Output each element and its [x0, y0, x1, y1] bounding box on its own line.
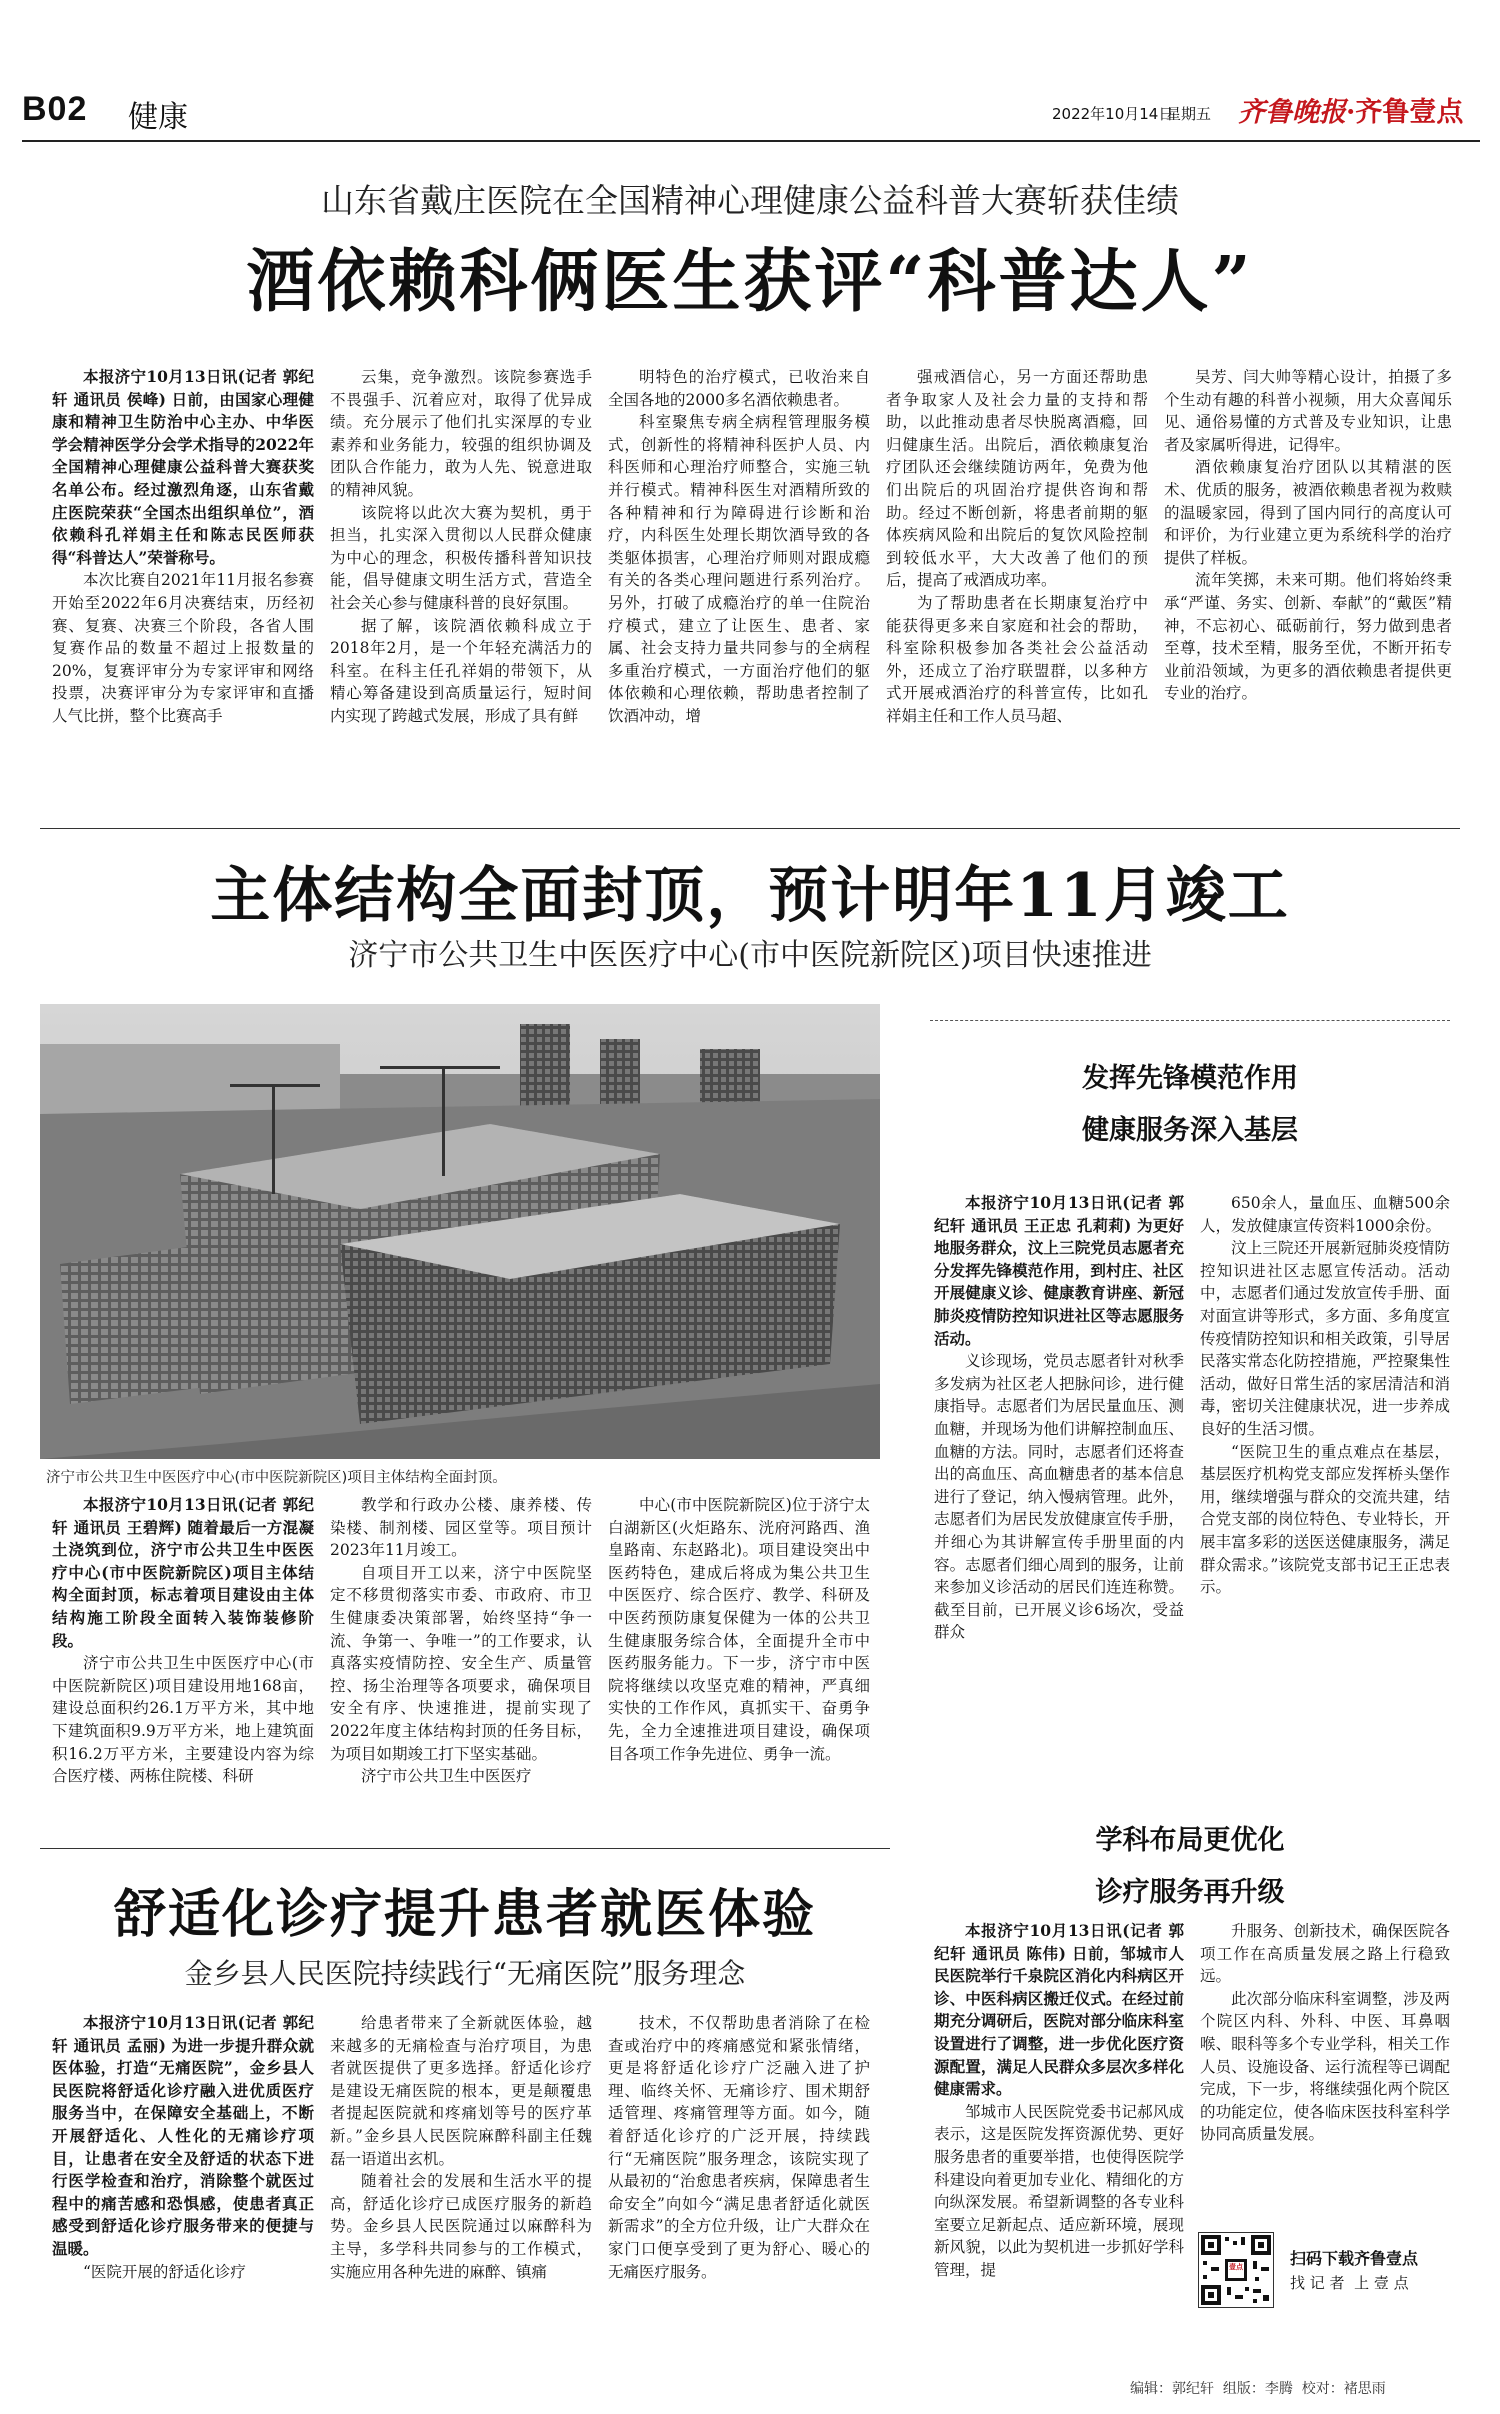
masthead [0, 0, 1500, 150]
article4-column-1 [52, 2012, 314, 2364]
issue-weekday: 星期五 [1166, 105, 1212, 123]
article5-column-1 [934, 1920, 1184, 2362]
qr-code[interactable] [1198, 2232, 1274, 2308]
article1-column-5 [1164, 366, 1452, 812]
article5-headline-line1: 学科布局更优化 [1095, 1825, 1285, 1856]
article3-headline-line2: 健康服务深入基层 [1082, 1115, 1298, 1146]
qr-logo: 壹点 [1229, 2263, 1243, 2271]
paragraph: 吴芳、闫大帅等精心设计，拍摄了多个生动有趣的科普小视频，用大众喜闻乐见、通俗易懂的方式普及专业知识，让患者及家属听得进，记得牢。 [1164, 368, 1452, 454]
paragraph: 技术，不仅帮助患者消除了在检查或治疗中的疼痛感觉和紧张情绪，更是将舒适化诊疗广泛融入进了护理、临终关怀、无痛诊疗、围术期舒适管理、疼痛管理等方面。如今，随着舒适化诊疗的广泛开展，持续践行“无痛医院”服务理念，该院实现了从最初的“治愈患者疾病，保障患者生命安全”向如今“满足患者舒适化就医新需求”的全方位升级，让广大群众在家门口便享受到了更为舒心、暖心的无痛医疗服务。 [608, 2014, 870, 2281]
qr-line1: 扫码下载齐鲁壹点 [1290, 2249, 1419, 2268]
paragraph: “医院卫生的重点难点在基层，基层医疗机构党支部应发挥桥头堡作用，继续增强与群众的交流共建，结合党支部的岗位特色、专业特长，开展丰富多彩的送医送健康服务，满足群众需求。”该院党支部书记王正忠表示。 [1200, 1442, 1450, 1597]
paragraph: 酒依赖康复治疗团队以其精湛的医术、优质的服务，被酒依赖患者视为救赎的温暖家园，得到了国内同行的高度认可和评价，为行业建立更为系统科学的治疗提供了样板。 [1164, 458, 1452, 567]
footer-credits: 编辑：郭纪轩 组版：李腾 校对：褚思雨 [1130, 2381, 1386, 2397]
paragraph: 本报济宁10月13日讯(记者 郭纪轩 通讯员 陈伟) 日前，邹城市人民医院举行千泉院区消化内科病区开诊、中医科病区搬迁仪式。在经过前期充分调研后，医院对部分临床科室设置进行了调整，进一步优化医疗资源配置，满足人民群众多层次多样化健康需求。 [934, 1921, 1184, 2099]
article4-headline: 舒适化诊疗提升患者就医体验 [113, 1884, 816, 1945]
brand-main: 齐鲁晚报 [1238, 97, 1346, 128]
article4-column-3 [608, 2012, 870, 2364]
article5-column-2 [1200, 1920, 1450, 2190]
article1-column-4 [886, 366, 1148, 812]
sidebar-top-rule [930, 1020, 1450, 1021]
paragraph: 本报济宁10月13日讯(记者 郭纪轩 通讯员 王正忠 孔莉莉) 为更好地服务群众，汶上三院党员志愿者充分发挥先锋模范作用，到村庄、社区开展健康义诊、健康教育讲座、新冠肺炎疫情防控知识进社区等志愿服务活动。 [934, 1193, 1184, 1348]
paragraph: 流年笑掷，未来可期。他们将始终秉承“严谨、务实、创新、奉献”的“戴医”精神，不忘初心、砥砺前行，努力做到患者至尊，技术至精，服务至优，不断开拓专业前沿领域，为更多的酒依赖患者提供更专业的治疗。 [1164, 571, 1452, 703]
paragraph: 义诊现场，党员志愿者针对秋季多发病为社区老人把脉问诊，进行健康指导。志愿者们为居民量血压、测血糖，并现场为他们讲解控制血压、血糖的方法。同时，志愿者们还将查出的高血压、高血糖患者的基本信息进行了登记，纳入慢病管理。此外，志愿者们为居民发放健康宣传手册，并细心为其讲解宣传手册里面的内容。志愿者们细心周到的服务，让前来参加义诊活动的居民们连连称赞。截至目前，已开展义诊6场次，受益群众 [934, 1352, 1184, 1642]
paragraph: 为了帮助患者在长期康复治疗中能获得更多来自家庭和社会的帮助，科室除积极参加各类社会公益活动外，还成立了治疗联盟群，以多种方式开展戒酒治疗的科普宣传，比如孔祥娟主任和工作人员马超、 [886, 593, 1148, 725]
section-divider [40, 1848, 890, 1849]
paragraph: 本报济宁10月13日讯(记者 郭纪轩 通讯员 孟丽) 为进一步提升群众就医体验，打造“无痛医院”，金乡县人民医院将舒适化诊疗融入进优质医疗服务当中，在保障安全基础上，不断开展舒适化、人性化的无痛诊疗项目，让患者在安全及舒适的状态下进行医学检查和治疗，消除整个就医过程中的痛苦感和恐惧感，使患者真正感受到舒适化诊疗服务带来的便捷与温暖。 [52, 2013, 314, 2258]
article1-column-2 [330, 366, 592, 812]
masthead-rule [22, 140, 1480, 142]
article5-headline-line2: 诊疗服务再升级 [1095, 1877, 1285, 1908]
paragraph: 科室聚焦专病全病程管理服务模式，创新性的将精神科医护人员、内科医师和心理治疗师整合，实施三轨并行模式。精神科医生对酒精所致的各种精神和行为障碍进行诊断和治疗，内科医生处理长期饮酒导致的各类躯体损害，心理治疗师则对跟成瘾有关的各类心理问题进行系列治疗。另外，打破了成瘾治疗的单一住院治疗模式，建立了让医生、患者、家属、社会支持力量共同参与的全病程多重治疗模式，一方面治疗他们的躯体依赖和心理依赖，帮助患者控制了饮酒冲动，增 [608, 413, 870, 725]
paragraph: 本次比赛自2021年11月报名参赛开始至2022年6月决赛结束，历经初赛、复赛、决赛三个阶段，各省人围复赛作品的数量不超过上报数量的20%，复赛评审分为专家评审和网络投票，决赛评审分为专家评审和直播人气比拼，整个比赛高手 [52, 571, 314, 725]
paragraph: 自项目开工以来，济宁中医院坚定不移贯彻落实市委、市政府、市卫生健康委决策部署，始终坚持“争一流、争第一、争唯一”的工作要求，认真落实疫情防控、安全生产、质量管控、扬尘治理等各项要求，确保项目安全有序、快速推进，提前实现了2022年度主体结构封顶的任务目标，为项目如期竣工打下坚实基础。 [330, 1563, 592, 1763]
article2-column-3 [608, 1494, 870, 1830]
paragraph: 济宁市公共卫生中医医疗中心(市中医院新院区)项目建设用地168亩，建设总面积约26.1万平方米，其中地下建筑面积9.9万平方米，地上建筑面积16.2万平方米，主要建设内容为综合医疗楼、两栋住院楼、科研 [52, 1654, 314, 1786]
section-divider [40, 828, 1460, 829]
brand-logo [1238, 90, 1463, 129]
paragraph: 升服务、创新技术，确保医院各项工作在高质量发展之路上行稳致远。 [1200, 1922, 1450, 1986]
paragraph: 强戒酒信心，另一方面还帮助患者争取家人及社会力量的支持和帮助，以此推动患者尽快脱离酒瘾，回归健康生活。出院后，酒依赖康复治疗团队还会继续随访两年，免费为他们出院后的巩固治疗提供咨询和帮助。经过不断创新，将患者前期的躯体疾病风险和出院后的复饮风险控制到较低水平，大大改善了他们的预后，提高了戒酒成功率。 [886, 368, 1148, 590]
article3-column-1 [934, 1192, 1184, 1768]
brand-sub: ·齐鲁壹点 [1346, 97, 1464, 128]
article1-kicker: 山东省戴庄医院在全国精神心理健康公益科普大赛斩获佳绩 [321, 181, 1179, 220]
photo-caption: 济宁市公共卫生中医医疗中心(市中医院新院区)项目主体结构全面封顶。 [46, 1470, 507, 1486]
article3-headline-line1: 发挥先锋模范作用 [1082, 1063, 1298, 1094]
article2-column-1 [52, 1494, 314, 1830]
article2-headline: 主体结构全面封顶，预计明年11月竣工 [210, 861, 1290, 931]
paragraph: 教学和行政办公楼、康养楼、传染楼、制剂楼、园区堂等。项目预计2023年11月竣工。 [330, 1496, 592, 1560]
paragraph: 650余人，量血压、血糖500余人，发放健康宣传资料1000余份。 [1200, 1194, 1450, 1235]
article1-column-3 [608, 366, 870, 812]
paragraph: 明特色的治疗模式，已收治来自全国各地的2000多名酒依赖患者。 [608, 368, 870, 409]
paragraph: 云集，竞争激烈。该院参赛选手不畏强手、沉着应对，取得了优异成绩。充分展示了他们扎实深厚的专业素养和业务能力，较强的组织协调及团队合作能力，敢为人先、锐意进取的精神风貌。 [330, 368, 592, 499]
paragraph: 济宁市公共卫生中医医疗 [361, 1767, 532, 1786]
paragraph: 汶上三院还开展新冠肺炎疫情防控知识进社区志愿宣传活动。活动中，志愿者们通过发放宣传手册、面对面宣讲等形式，多方面、多角度宣传疫情防控知识和相关政策，引导居民落实常态化防控措施，严控聚集性活动，做好日常生活的家居清洁和消毒，密切关注健康状况，进一步养成良好的生活习惯。 [1200, 1239, 1450, 1438]
article4-subhead: 金乡县人民医院持续践行“无痛医院”服务理念 [184, 1957, 746, 1990]
paragraph: 此次部分临床科室调整，涉及两个院区内科、外科、中医、耳鼻咽喉、眼科等多个专业学科，相关工作人员、设施设备、运行流程等已调配完成，下一步，将继续强化两个院区的功能定位，使各临床医技科室科学协同高质量发展。 [1200, 1989, 1450, 2144]
paragraph: 本报济宁10月13日讯(记者 郭纪轩 通讯员 王碧辉) 随着最后一方混凝土浇筑到位，济宁市公共卫生中医医疗中心(市中医院新院区)项目主体结构全面封顶，标志着项目建设由主体结构施工阶段全面转入装饰装修阶段。 [52, 1495, 314, 1650]
page-code: B02 [22, 90, 88, 128]
article2-column-2 [330, 1494, 592, 1830]
paragraph: 邹城市人民医院党委书记郝风成表示，这是医院发挥资源优势、更好服务患者的重要举措，也使得医院学科建设向着更加专业化、精细化的方向纵深发展。希望新调整的各专业科室要立足新起点、适应新环境，展现新风貌，以此为契机进一步抓好学科管理，提 [934, 2102, 1184, 2279]
section-name: 健康 [128, 100, 188, 135]
paragraph: “医院开展的舒适化诊疗 [83, 2262, 246, 2281]
construction-photo [40, 1004, 880, 1459]
paragraph: 给患者带来了全新就医体验，越来越多的无痛检查与治疗项目，为患者就医提供了更多选择。舒适化诊疗是建设无痛医院的根本，更是颠覆患者提起医院就和疼痛划等号的医疗革新。”金乡县人民医院麻醉科副主任魏磊一语道出玄机。 [330, 2014, 592, 2168]
article1-headline: 酒依赖科俩医生获评“科普达人” [246, 242, 1254, 322]
paragraph: 据了解，该院酒依赖科成立于2018年2月，是一个年轻充满活力的科室。在科主任孔祥娟的带领下，从精心筹备建设到高质量运行，短时间内实现了跨越式发展，形成了具有鲜 [330, 616, 592, 725]
paragraph: 中心(市中医院新院区)位于济宁太白湖新区(火炬路东、洸府河路西、渔皇路南、东赵路北)。项目建设突出中医药特色，建成后将成为集公共卫生中医医疗、综合医疗、教学、科研及中医药预防康复保健为一体的公共卫生健康服务综合体，全面提升全市中医药服务能力。下一步，济宁市中医院将继续以攻坚克难的精神，严真细实快的工作作风，真抓实干、奋勇争先，全力全速推进项目建设，确保项目各项工作争先进位、勇争一流。 [608, 1496, 870, 1763]
article3-column-2 [1200, 1192, 1450, 1768]
article1-column-1 [52, 366, 314, 812]
paragraph: 该院将以此次大赛为契机，勇于担当，扎实深入贯彻以人民群众健康为中心的理念，积极传播科普知识技能，倡导健康文明生活方式，营造全社会关心参与健康科普的良好氛围。 [330, 503, 592, 612]
article2-subhead: 济宁市公共卫生中医医疗中心(市中医院新院区)项目快速推进 [348, 938, 1152, 973]
issue-date: 2022年10月14日 [1052, 105, 1174, 123]
qr-line2: 找 记 者 上 壹 点 [1290, 2274, 1409, 2292]
paragraph: 随着社会的发展和生活水平的提高，舒适化诊疗已成医疗服务的新趋势。金乡县人民医院通过以麻醉科为主导，多学科共同参与的工作模式，实施应用各种先进的麻醉、镇痛 [330, 2172, 592, 2281]
paragraph: 本报济宁10月13日讯(记者 郭纪轩 通讯员 侯峰) 日前，由国家心理健康和精神卫生防治中心主办、中华医学会精神医学分会学术指导的2022年全国精神心理健康公益科普大赛获奖名单公布。经过激烈角逐，山东省戴庄医院荣获“全国杰出组织单位”，酒依赖科孔祥娟主任和陈志民医师获得“科普达人”荣誉称号。 [52, 367, 314, 567]
construction-photo-graphic [40, 1004, 880, 1459]
article4-column-2 [330, 2012, 592, 2364]
